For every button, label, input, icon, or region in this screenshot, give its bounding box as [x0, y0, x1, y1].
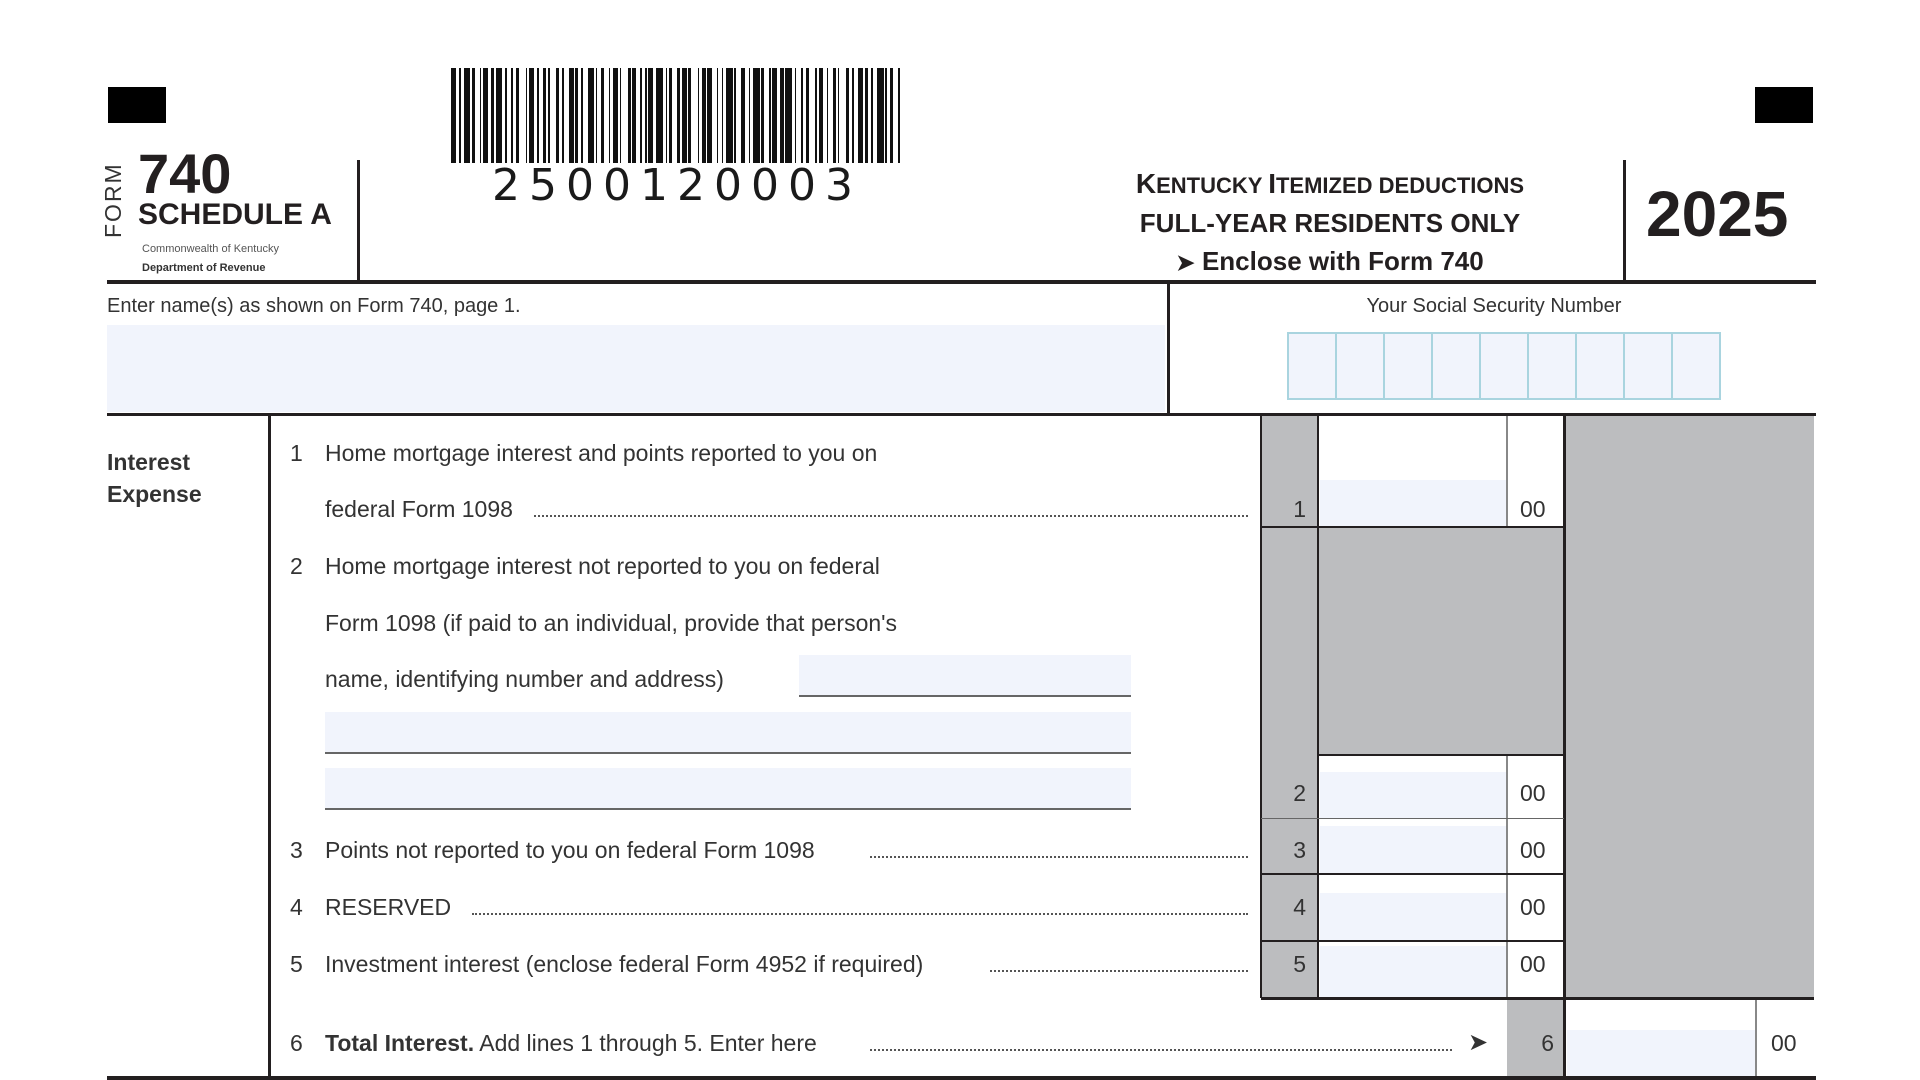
title-initial-i: I	[1268, 168, 1276, 199]
underline	[799, 695, 1131, 697]
row-rule-5	[1261, 997, 1814, 1000]
ssn-digit-box[interactable]	[1337, 334, 1385, 398]
line2-payee-input-3[interactable]	[325, 768, 1131, 808]
cents-rule-1	[1506, 416, 1508, 527]
line3-box-number: 3	[1293, 837, 1306, 863]
line1-cents: 00	[1520, 496, 1546, 522]
ssn-digit-box[interactable]	[1481, 334, 1529, 398]
line4-number: 4	[290, 894, 303, 920]
line2-text-a: Home mortgage interest not reported to you on federal	[325, 553, 880, 579]
line2-payee-input-1[interactable]	[799, 655, 1131, 695]
ssn-digit-box[interactable]	[1433, 334, 1481, 398]
line5-cents: 00	[1520, 951, 1546, 977]
section-label-line2: Expense	[107, 481, 202, 507]
title-part-1: ENTUCKY	[1156, 173, 1269, 198]
table-bottom-rule	[107, 1076, 1816, 1080]
line6-cents: 00	[1771, 1030, 1797, 1056]
underline	[325, 808, 1131, 810]
cents-rule-2	[1506, 755, 1508, 998]
shaded-right-column	[1564, 416, 1814, 998]
leader-dots	[534, 515, 1248, 517]
form-title	[1040, 168, 1620, 200]
row-rule-3	[1261, 873, 1564, 875]
section-label-line1: Interest	[107, 449, 191, 475]
name-label: Enter name(s) as shown on Form 740, page 1.	[107, 295, 521, 317]
name-input[interactable]	[107, 325, 1165, 412]
barcode-number: 2500120003	[492, 160, 862, 211]
ssn-digit-box[interactable]	[1529, 334, 1577, 398]
line3-text: Points not reported to you on federal Form 1098	[325, 837, 815, 863]
section-divider	[268, 416, 271, 1078]
ssn-digit-box[interactable]	[1625, 334, 1673, 398]
line3-amount-input[interactable]	[1320, 826, 1506, 873]
shaded-block-line2	[1318, 527, 1564, 755]
underline	[325, 752, 1131, 754]
schedule-label: SCHEDULE A	[138, 198, 332, 231]
ssn-digit-box[interactable]	[1673, 334, 1719, 398]
row-rule-1	[1261, 526, 1564, 528]
line6-text	[325, 1030, 817, 1057]
form-subtitle: FULL-YEAR RESIDENTS ONLY	[1139, 208, 1521, 238]
form-word: FORM	[100, 162, 126, 238]
line2-text-c: name, identifying number and address)	[325, 666, 724, 692]
line5-number: 5	[290, 951, 303, 977]
line5-text: Investment interest (enclose federal Form 4952 if required)	[325, 951, 924, 977]
line6-number: 6	[290, 1030, 303, 1056]
issuer-department: Department of Revenue	[142, 262, 266, 274]
title-part-2: TEMIZED DEDUCTIONS	[1275, 173, 1525, 198]
leader-dots	[870, 856, 1248, 858]
ssn-digit-box[interactable]	[1385, 334, 1433, 398]
line6-box-number: 6	[1541, 1030, 1554, 1056]
row-rule-2	[1261, 818, 1564, 819]
line1-box-number: 1	[1293, 496, 1306, 522]
line2-number: 2	[290, 553, 303, 579]
table-top-rule	[107, 413, 1816, 416]
header-rule	[107, 280, 1816, 284]
col-rule-c	[1563, 416, 1566, 1078]
leader-dots	[472, 913, 1248, 915]
line2-payee-input-2[interactable]	[325, 712, 1131, 752]
leader-dots	[990, 970, 1248, 972]
leader-dots	[870, 1049, 1452, 1051]
arrow-right-icon: ➤	[1468, 1029, 1489, 1056]
line3-cents: 00	[1520, 837, 1546, 863]
line5-amount-input[interactable]	[1320, 946, 1506, 997]
registration-mark-right	[1755, 87, 1813, 123]
line4-text: RESERVED	[325, 894, 452, 920]
line3-number: 3	[290, 837, 303, 863]
barcode	[451, 68, 903, 163]
line2-cents: 00	[1520, 780, 1546, 806]
header-divider-left	[357, 160, 360, 282]
line4-amount-input[interactable]	[1320, 893, 1506, 940]
issuer-commonwealth: Commonwealth of Kentucky	[142, 243, 279, 255]
line1-text-a: Home mortgage interest and points reported to you on	[325, 440, 878, 466]
ssn-digit-box[interactable]	[1289, 334, 1337, 398]
section-label-interest-expense	[107, 446, 202, 510]
ssn-digit-box[interactable]	[1577, 334, 1625, 398]
col-rule-b	[1317, 416, 1319, 998]
cents-rule-6	[1755, 998, 1757, 1078]
form-number: 740	[138, 142, 232, 205]
line4-cents: 00	[1520, 894, 1546, 920]
line2-amount-input[interactable]	[1320, 772, 1506, 818]
title-initial-k: K	[1135, 168, 1157, 199]
line6-amount-input[interactable]	[1567, 1030, 1755, 1076]
line1-text-b: federal Form 1098	[325, 496, 513, 522]
line2-box-number: 2	[1293, 780, 1306, 806]
line6-text-rest: Add lines 1 through 5. Enter here	[474, 1030, 817, 1056]
enclose-text: Enclose with Form 740	[1201, 246, 1484, 276]
enclose-instruction	[1040, 246, 1620, 277]
row-rule-2a	[1318, 754, 1564, 756]
line1-amount-input[interactable]	[1320, 480, 1506, 526]
tax-year: 2025	[1646, 178, 1789, 250]
line6-text-bold: Total Interest.	[325, 1030, 475, 1056]
ssn-label: Your Social Security Number	[1366, 295, 1622, 317]
row-rule-4	[1261, 940, 1564, 942]
line5-box-number: 5	[1293, 951, 1306, 977]
registration-mark-left	[108, 87, 166, 123]
line1-number: 1	[290, 440, 303, 466]
line4-box-number: 4	[1293, 894, 1306, 920]
arrow-right-icon: ➤	[1176, 250, 1195, 275]
ssn-input[interactable]	[1287, 332, 1721, 400]
header-divider-right	[1623, 160, 1626, 282]
line2-text-b: Form 1098 (if paid to an individual, provide that person's	[325, 610, 898, 636]
col-rule-a	[1260, 416, 1262, 998]
